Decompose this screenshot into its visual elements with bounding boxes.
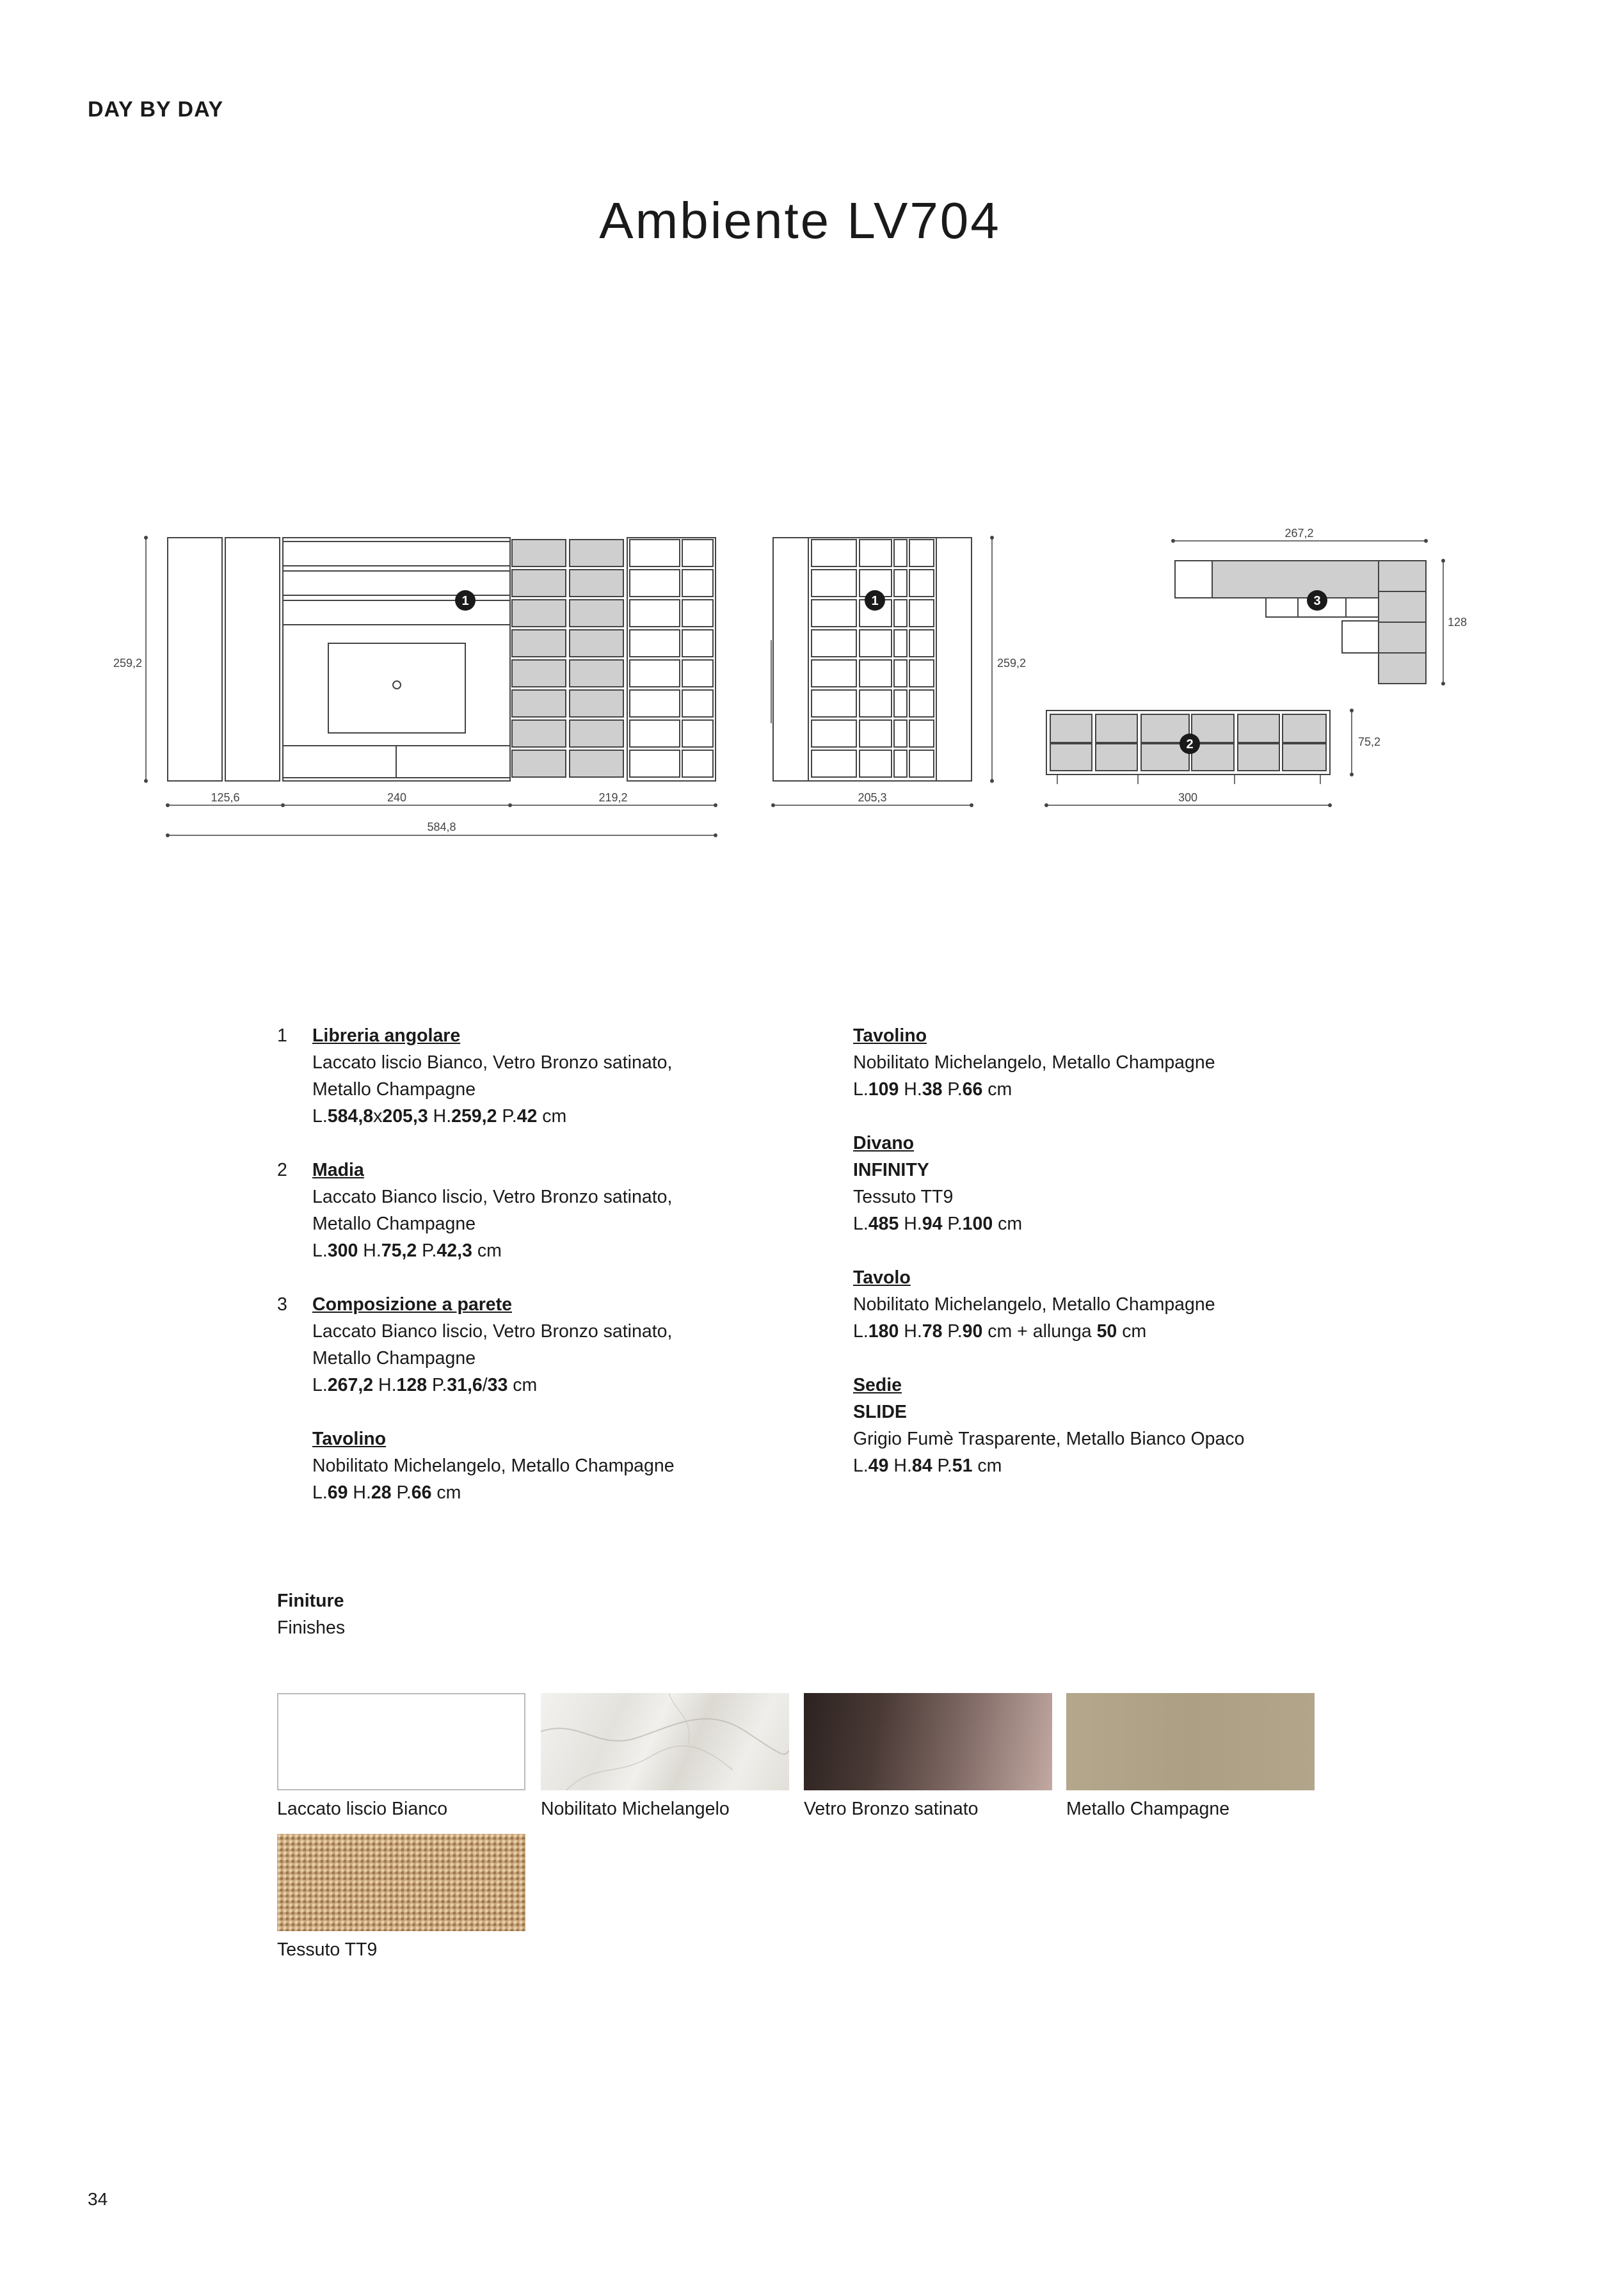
swatch-champagne [1066, 1693, 1315, 1790]
item-material: Grigio Fumè Trasparente, Metallo Bianco Opaco [853, 1429, 1245, 1449]
open-cell [894, 600, 907, 627]
dimension-tick [1350, 709, 1354, 712]
item-entry [853, 1372, 1365, 1479]
item-name: Libreria angolare [312, 1025, 461, 1046]
wall-cell [1379, 591, 1426, 622]
open-cell [860, 690, 892, 717]
dimension-tick [144, 536, 148, 540]
madia-door [1238, 744, 1279, 771]
dim-prefix: / [482, 1375, 488, 1395]
dimension-tick [1441, 682, 1445, 686]
dimension-tick [1350, 773, 1354, 776]
item-name: Divano [853, 1133, 915, 1153]
madia-door [1283, 744, 1326, 771]
open-cell [909, 570, 934, 597]
dim-prefix: P. [942, 1321, 963, 1342]
brand-label: DAY BY DAY [88, 97, 224, 122]
dim-value: 28 [371, 1482, 392, 1503]
open-cell [909, 540, 934, 566]
item-material: Laccato Bianco liscio, Vetro Bronzo satinato, [312, 1321, 673, 1342]
item-marker-number: 2 [1186, 737, 1194, 751]
item-dimensions [312, 1479, 789, 1506]
glass-door [570, 570, 623, 597]
open-cell [630, 660, 680, 687]
dimension-tick [1441, 559, 1445, 563]
dim-prefix: P. [932, 1456, 952, 1476]
glass-door [570, 540, 623, 566]
item-name: Sedie [853, 1375, 902, 1395]
item-material: Metallo Champagne [312, 1348, 476, 1369]
dimension-label: 205,3 [858, 791, 887, 804]
dim-prefix: cm [993, 1214, 1023, 1234]
open-cell [909, 690, 934, 717]
open-cell [682, 600, 713, 627]
swatch-fabric [277, 1834, 525, 1931]
item-material: Metallo Champagne [312, 1214, 476, 1234]
dim-prefix: L. [853, 1321, 868, 1342]
item-marker-number: 1 [871, 594, 879, 608]
swatch-white [277, 1693, 525, 1790]
madia-door [1283, 714, 1326, 743]
item-dimensions [312, 1237, 789, 1264]
dim-value: 78 [922, 1321, 943, 1342]
dimension-label: 75,2 [1358, 735, 1381, 748]
swatch-label: Metallo Champagne [1066, 1799, 1230, 1819]
open-cell [909, 600, 934, 627]
open-cell [682, 690, 713, 717]
item-marker-number: 1 [461, 594, 469, 608]
open-cell [630, 600, 680, 627]
item-name: Tavolino [853, 1025, 927, 1046]
dim-value: 75,2 [381, 1240, 417, 1261]
finishes-subtitle: Finishes [277, 1618, 346, 1638]
item-dimensions [853, 1210, 1365, 1237]
dim-prefix: cm [982, 1079, 1012, 1100]
dim-prefix: L. [312, 1106, 328, 1127]
open-cell [894, 540, 907, 566]
dim-value: 49 [868, 1456, 889, 1476]
dim-prefix: H. [899, 1321, 922, 1342]
dim-value: 42,3 [436, 1240, 472, 1261]
open-cell [909, 630, 934, 657]
madia-door [1096, 744, 1137, 771]
open-cell [630, 750, 680, 777]
item-material: Nobilitato Michelangelo, Metallo Champagne [312, 1456, 675, 1476]
item-name: Tavolo [853, 1267, 911, 1288]
page-number: 34 [88, 2189, 108, 2209]
dim-value: 51 [952, 1456, 973, 1476]
open-cell [812, 660, 856, 687]
dimension-tick [771, 803, 775, 807]
glass-door [512, 630, 566, 657]
items-column-left [277, 1022, 789, 1533]
open-cell [630, 630, 680, 657]
open-cell [812, 720, 856, 747]
dim-prefix: H. [899, 1214, 922, 1234]
wall-cell [1379, 561, 1426, 591]
dim-prefix: H. [428, 1106, 452, 1127]
dim-value: 259,2 [451, 1106, 497, 1127]
finishes-title: Finiture [277, 1591, 344, 1611]
swatch-label: Nobilitato Michelangelo [541, 1799, 730, 1819]
open-cell [630, 570, 680, 597]
dim-value: 69 [327, 1482, 348, 1503]
finishes-heading [277, 1587, 345, 1641]
open-cell [894, 570, 907, 597]
dimension-label: 125,6 [211, 791, 240, 804]
items-column-right [853, 1022, 1365, 1506]
item-material: Laccato Bianco liscio, Vetro Bronzo satinato, [312, 1187, 673, 1207]
open-box [1175, 561, 1212, 598]
dim-prefix: L. [853, 1214, 868, 1234]
madia-door [1238, 714, 1279, 743]
shelf [283, 542, 510, 566]
open-cell [894, 660, 907, 687]
open-cell [682, 630, 713, 657]
open-cell [812, 690, 856, 717]
swatch-label: Laccato liscio Bianco [277, 1799, 448, 1819]
open-cell [630, 690, 680, 717]
dimension-tick [990, 779, 994, 783]
glass-door [512, 660, 566, 687]
dim-value: 205,3 [382, 1106, 428, 1127]
item-material: Metallo Champagne [312, 1079, 476, 1100]
item-dimensions [853, 1076, 1365, 1103]
item-marker-number: 3 [1313, 594, 1321, 608]
open-cell [894, 690, 907, 717]
dim-value: 180 [868, 1321, 899, 1342]
glass-door [570, 660, 623, 687]
item-model: INFINITY [853, 1160, 929, 1180]
item-material: Nobilitato Michelangelo, Metallo Champagne [853, 1052, 1215, 1073]
open-cell [682, 750, 713, 777]
glass-door [512, 690, 566, 717]
dim-prefix: H. [348, 1482, 371, 1503]
dim-value: 66 [411, 1482, 432, 1503]
dim-prefix: cm [972, 1456, 1002, 1476]
open-cell [812, 600, 856, 627]
dim-value: 66 [962, 1079, 983, 1100]
open-cell [894, 630, 907, 657]
dimension-label: 584,8 [427, 821, 456, 833]
dim-prefix: L. [853, 1079, 868, 1100]
madia-door [1050, 744, 1092, 771]
dimension-tick [144, 779, 148, 783]
item-name: Madia [312, 1160, 364, 1180]
item-number: 1 [277, 1025, 287, 1046]
dimension-label: 219,2 [598, 791, 628, 804]
item-material: Tessuto TT9 [853, 1187, 954, 1207]
dim-prefix: P. [942, 1214, 963, 1234]
swatch-label: Tessuto TT9 [277, 1939, 378, 1960]
dimension-label: 259,2 [997, 657, 1027, 670]
open-cell [894, 750, 907, 777]
open-cell [909, 660, 934, 687]
glass-door [570, 630, 623, 657]
open-cell [909, 750, 934, 777]
side-panel [936, 538, 972, 781]
wall-unit-glass [1212, 561, 1379, 598]
page-title: Ambiente LV704 [599, 191, 1001, 249]
open-cell [860, 540, 892, 566]
dimension-tick [166, 803, 170, 807]
dim-prefix: P. [497, 1106, 517, 1127]
dim-prefix: L. [312, 1482, 328, 1503]
glass-door [512, 600, 566, 627]
dim-prefix: H. [373, 1375, 397, 1395]
tall-cabinet [225, 538, 280, 781]
dimension-tick [1171, 539, 1175, 543]
open-cell [812, 630, 856, 657]
open-cell [812, 750, 856, 777]
item-entry [853, 1264, 1365, 1345]
dim-value: 584,8 [327, 1106, 374, 1127]
technical-drawings [0, 499, 1600, 858]
glass-door [570, 600, 623, 627]
open-cell [812, 570, 856, 597]
dimension-label: 259,2 [113, 657, 142, 670]
shelf [283, 600, 510, 625]
item-entry [277, 1291, 789, 1399]
item-entry [277, 1022, 789, 1130]
item-entry [277, 1425, 789, 1506]
dimension-tick [166, 833, 170, 837]
dim-value: 42 [516, 1106, 538, 1127]
dimension-label: 300 [1178, 791, 1198, 804]
open-box [1266, 598, 1298, 617]
dim-value: 485 [868, 1214, 899, 1234]
dim-prefix: cm [537, 1106, 567, 1127]
dimension-label: 240 [387, 791, 407, 804]
dimension-label: 128 [1448, 616, 1468, 629]
dim-value: 100 [962, 1214, 993, 1234]
item-name: Composizione a parete [312, 1294, 512, 1315]
dim-prefix: H. [899, 1079, 922, 1100]
dim-value: 267,2 [327, 1375, 374, 1395]
dim-value: 84 [911, 1456, 932, 1476]
dim-prefix: L. [312, 1240, 328, 1261]
dim-prefix: cm [431, 1482, 461, 1503]
glass-door [570, 690, 623, 717]
dimension-tick [281, 803, 285, 807]
dim-prefix: P. [417, 1240, 437, 1261]
dim-value: 94 [922, 1214, 943, 1234]
item-number: 2 [277, 1160, 287, 1180]
glass-door [570, 720, 623, 747]
dim-prefix: H. [888, 1456, 912, 1476]
dimension-label: 267,2 [1284, 527, 1314, 540]
item-entry [853, 1130, 1365, 1237]
dimension-tick [714, 803, 717, 807]
item-material: Nobilitato Michelangelo, Metallo Champagne [853, 1294, 1215, 1315]
dimension-tick [970, 803, 973, 807]
wall-cell [1379, 622, 1426, 653]
dim-prefix: L. [853, 1456, 868, 1476]
item-name: Tavolino [312, 1429, 387, 1449]
open-cell [860, 660, 892, 687]
madia-door [1050, 714, 1092, 743]
item-entry [277, 1157, 789, 1264]
dim-prefix: cm [508, 1375, 538, 1395]
glass-door [512, 750, 566, 777]
wall-cell [1379, 653, 1426, 684]
dim-prefix: P. [391, 1482, 412, 1503]
swatch-bronze [804, 1693, 1052, 1790]
swatch-marble [541, 1693, 789, 1790]
dim-prefix: cm + allunga [982, 1321, 1097, 1342]
dimension-tick [1328, 803, 1332, 807]
open-cell [894, 720, 907, 747]
dim-prefix: x [373, 1106, 383, 1127]
open-cell [630, 540, 680, 566]
glass-door [512, 570, 566, 597]
dimension-tick [990, 536, 994, 540]
dim-value: 38 [922, 1079, 943, 1100]
side-panel [773, 538, 808, 781]
dim-value: 33 [487, 1375, 508, 1395]
open-cell [860, 630, 892, 657]
tall-cabinet [168, 538, 222, 781]
open-cell [860, 750, 892, 777]
glass-door [570, 750, 623, 777]
open-box [1346, 598, 1379, 617]
drawer [396, 746, 510, 778]
dim-prefix: L. [312, 1375, 328, 1395]
open-cell [682, 570, 713, 597]
dim-value: 90 [962, 1321, 983, 1342]
drawer [283, 746, 396, 778]
item-dimensions [853, 1452, 1365, 1479]
swatch-label: Vetro Bronzo satinato [804, 1799, 979, 1819]
dimension-tick [508, 803, 512, 807]
dim-value: 109 [868, 1079, 899, 1100]
marble-veins [541, 1693, 789, 1790]
item-dimensions [312, 1372, 789, 1399]
open-cell [860, 720, 892, 747]
dimension-tick [1044, 803, 1048, 807]
open-cell [682, 720, 713, 747]
open-cell [630, 720, 680, 747]
dim-value: 300 [327, 1240, 358, 1261]
item-entry [853, 1022, 1365, 1103]
shelf [283, 571, 510, 595]
dimension-tick [714, 833, 717, 837]
open-cell [909, 720, 934, 747]
glass-door [512, 720, 566, 747]
item-number: 3 [277, 1294, 287, 1315]
open-box [1342, 621, 1379, 653]
dim-prefix: P. [942, 1079, 963, 1100]
item-dimensions [312, 1103, 789, 1130]
dim-prefix: P. [427, 1375, 447, 1395]
item-dimensions [853, 1318, 1365, 1345]
dimension-tick [1424, 539, 1428, 543]
dim-value: 31,6 [447, 1375, 483, 1395]
dim-prefix: cm [1117, 1321, 1147, 1342]
dim-prefix: cm [472, 1240, 502, 1261]
item-material: Laccato liscio Bianco, Vetro Bronzo satinato, [312, 1052, 673, 1073]
item-model: SLIDE [853, 1402, 907, 1422]
tv-knob [393, 681, 401, 689]
madia-door [1096, 714, 1137, 743]
dim-value: 50 [1096, 1321, 1117, 1342]
open-cell [682, 540, 713, 566]
open-cell [682, 660, 713, 687]
open-cell [812, 540, 856, 566]
dim-prefix: H. [358, 1240, 381, 1261]
glass-door [512, 540, 566, 566]
tv-unit [283, 538, 510, 781]
dim-value: 128 [396, 1375, 428, 1395]
